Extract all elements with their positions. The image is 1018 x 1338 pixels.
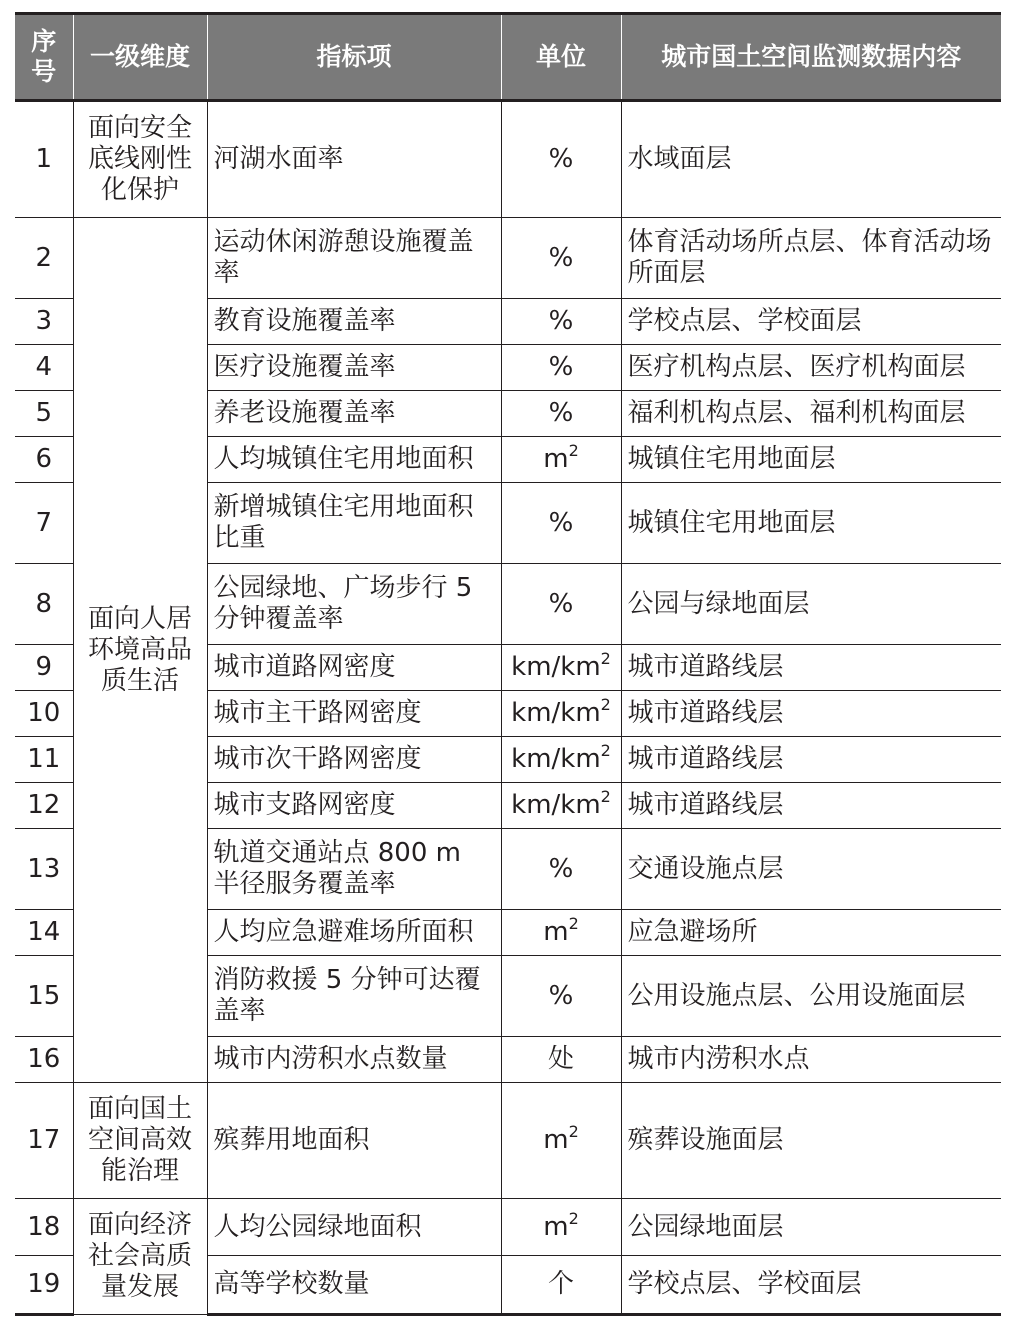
unit-cell (501, 829, 621, 910)
unit-superscript: 2 (600, 787, 611, 806)
unit-text: km/km (511, 698, 601, 728)
indicator-cell: 运动休闲游憩设施覆盖率 (207, 218, 501, 299)
unit-text: m (543, 444, 569, 474)
row-number: 2 (15, 218, 73, 299)
indicator-cell: 城市主干路网密度 (207, 691, 501, 737)
unit-text: m (543, 1211, 569, 1242)
indicator-cell: 高等学校数量 (207, 1256, 501, 1315)
unit-cell (501, 1083, 621, 1199)
row-number: 13 (15, 829, 73, 910)
data-content-cell: 公用设施点层、公用设施面层 (621, 956, 1001, 1037)
data-content-cell: 医疗机构点层、医疗机构面层 (621, 345, 1001, 391)
data-content-cell: 应急避场所 (621, 910, 1001, 956)
header-unit: 单位 (501, 14, 621, 101)
indicator-cell: 人均城镇住宅用地面积 (207, 437, 501, 483)
dimension-cell: 面向安全底线刚性化保护 (73, 101, 207, 218)
unit-text: % (548, 980, 574, 1011)
unit-text: % (548, 588, 574, 619)
row-number: 7 (15, 483, 73, 564)
unit-text: % (548, 242, 574, 273)
row-number: 18 (15, 1199, 73, 1256)
data-content-cell: 城市道路线层 (621, 645, 1001, 691)
unit-cell (501, 1256, 621, 1315)
unit-cell (501, 783, 621, 829)
data-content-cell: 城市道路线层 (621, 737, 1001, 783)
table-row (15, 101, 1001, 218)
row-number: 4 (15, 345, 73, 391)
indicator-cell: 轨道交通站点 800 m 半径服务覆盖率 (207, 829, 501, 910)
row-number: 11 (15, 737, 73, 783)
unit-cell (501, 218, 621, 299)
unit-text: km/km (511, 790, 601, 820)
unit-text: % (548, 352, 574, 382)
header-serial-number: 序号 (15, 14, 73, 101)
table-row (15, 1199, 1001, 1256)
row-number: 17 (15, 1083, 73, 1199)
unit-superscript: 2 (568, 1122, 579, 1141)
data-content-cell: 水域面层 (621, 101, 1001, 218)
dimension-cell: 面向经济社会高质量发展 (73, 1199, 207, 1315)
unit-superscript: 2 (600, 695, 611, 714)
data-content-cell: 学校点层、学校面层 (621, 1256, 1001, 1315)
unit-text: 个 (547, 1269, 574, 1299)
row-number: 5 (15, 391, 73, 437)
indicator-cell: 城市道路网密度 (207, 645, 501, 691)
unit-cell (501, 645, 621, 691)
data-content-cell: 殡葬设施面层 (621, 1083, 1001, 1199)
unit-text: m (543, 917, 569, 947)
unit-superscript: 2 (568, 914, 579, 933)
unit-superscript: 2 (568, 1208, 579, 1228)
indicator-cell: 医疗设施覆盖率 (207, 345, 501, 391)
indicator-cell: 河湖水面率 (207, 101, 501, 218)
unit-cell (501, 956, 621, 1037)
row-number: 19 (15, 1256, 73, 1315)
indicator-cell: 新增城镇住宅用地面积比重 (207, 483, 501, 564)
indicator-table (15, 12, 1001, 1316)
unit-cell (501, 1199, 621, 1256)
indicator-cell: 人均应急避难场所面积 (207, 910, 501, 956)
unit-cell (501, 564, 621, 645)
unit-cell (501, 437, 621, 483)
row-number: 6 (15, 437, 73, 483)
unit-text: km/km (511, 652, 601, 682)
unit-cell (501, 910, 621, 956)
row-number: 1 (15, 101, 73, 218)
unit-text: % (548, 507, 574, 538)
unit-cell (501, 1037, 621, 1083)
unit-superscript: 2 (600, 741, 611, 760)
row-number: 9 (15, 645, 73, 691)
data-content-cell: 公园与绿地面层 (621, 564, 1001, 645)
unit-cell (501, 299, 621, 345)
row-number: 12 (15, 783, 73, 829)
unit-cell (501, 691, 621, 737)
dimension-cell: 面向人居环境高品质生活 (73, 218, 207, 1083)
row-number: 15 (15, 956, 73, 1037)
dimension-cell: 面向国土空间高效能治理 (73, 1083, 207, 1199)
indicator-cell: 城市支路网密度 (207, 783, 501, 829)
data-content-cell: 城镇住宅用地面层 (621, 437, 1001, 483)
indicator-cell: 城市次干路网密度 (207, 737, 501, 783)
row-number: 16 (15, 1037, 73, 1083)
unit-superscript: 2 (600, 649, 611, 668)
indicator-cell: 人均公园绿地面积 (207, 1199, 501, 1256)
unit-text: % (548, 144, 574, 174)
table-row (15, 1083, 1001, 1199)
unit-cell (501, 483, 621, 564)
unit-text: % (548, 398, 574, 428)
header-dimension: 一级维度 (73, 14, 207, 101)
data-content-cell: 体育活动场所点层、体育活动场所面层 (621, 218, 1001, 299)
row-number: 8 (15, 564, 73, 645)
data-content-cell: 城市道路线层 (621, 691, 1001, 737)
unit-text: % (548, 306, 574, 336)
data-content-cell: 学校点层、学校面层 (621, 299, 1001, 345)
unit-text: m (543, 1125, 569, 1155)
indicator-cell: 教育设施覆盖率 (207, 299, 501, 345)
row-number: 3 (15, 299, 73, 345)
data-content-cell: 城市道路线层 (621, 783, 1001, 829)
unit-superscript: 2 (568, 441, 579, 460)
indicator-cell: 公园绿地、广场步行 5 分钟覆盖率 (207, 564, 501, 645)
unit-cell (501, 345, 621, 391)
unit-text: km/km (511, 744, 601, 774)
indicator-cell: 殡葬用地面积 (207, 1083, 501, 1199)
unit-cell (501, 391, 621, 437)
unit-text: % (548, 853, 574, 884)
header-indicator: 指标项 (207, 14, 501, 101)
data-content-cell: 城市内涝积水点 (621, 1037, 1001, 1083)
unit-cell (501, 737, 621, 783)
header-monitoring-data: 城市国土空间监测数据内容 (621, 14, 1001, 101)
table-row (15, 218, 1001, 299)
indicator-cell: 养老设施覆盖率 (207, 391, 501, 437)
table-header-row (15, 14, 1001, 101)
unit-text: 处 (547, 1044, 574, 1074)
unit-cell (501, 101, 621, 218)
data-content-cell: 城镇住宅用地面层 (621, 483, 1001, 564)
row-number: 14 (15, 910, 73, 956)
data-content-cell: 福利机构点层、福利机构面层 (621, 391, 1001, 437)
data-content-cell: 公园绿地面层 (621, 1199, 1001, 1256)
row-number: 10 (15, 691, 73, 737)
indicator-cell: 城市内涝积水点数量 (207, 1037, 501, 1083)
data-content-cell: 交通设施点层 (621, 829, 1001, 910)
indicator-cell: 消防救援 5 分钟可达覆盖率 (207, 956, 501, 1037)
